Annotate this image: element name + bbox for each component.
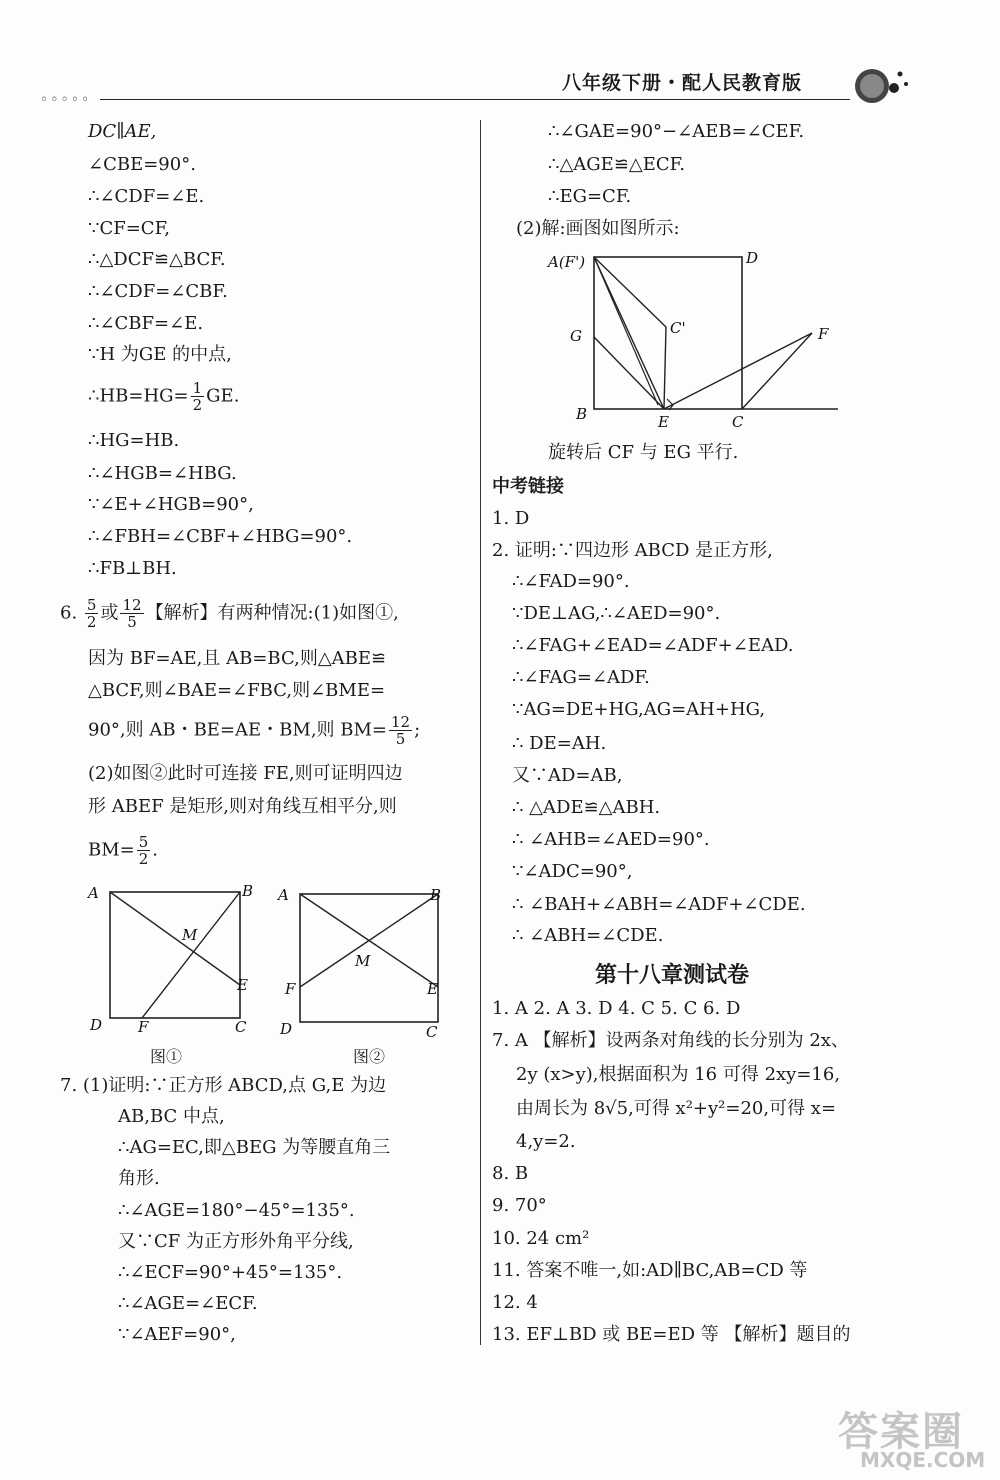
label-b: B xyxy=(242,882,254,900)
text-line: ∴ DE=AH. xyxy=(512,733,607,754)
text-line: ∴ △ADE≌△ABH. xyxy=(512,797,661,818)
text-line: ∵CF=CF, xyxy=(88,218,170,239)
fraction xyxy=(120,597,143,630)
text: 90°,则 AB・BE=AE・BM,则 BM= xyxy=(88,719,388,741)
segment-ae xyxy=(110,892,240,985)
text-line: 又∵AD=AB, xyxy=(512,765,623,786)
label-c-prime: C' xyxy=(670,319,686,337)
text-line: ∴∠AGE=∠ECF. xyxy=(118,1293,258,1314)
text-line: ∴∠HGB=∠HBG. xyxy=(88,463,237,484)
figure-2-caption: 图② xyxy=(353,1047,386,1066)
column-divider xyxy=(480,120,481,1345)
label-m: M xyxy=(355,952,371,970)
text-line: 13. EF⊥BD 或 BE=ED 等 【解析】题目的 xyxy=(492,1324,851,1345)
watermark xyxy=(830,1400,990,1475)
numerator: 12 xyxy=(391,713,411,731)
label-a: A xyxy=(278,886,289,904)
text-line: ∴∠CBF=∠E. xyxy=(88,313,204,334)
text-line: (2)解:画图如图所示: xyxy=(516,218,680,239)
text-line: 4,y=2. xyxy=(516,1131,576,1152)
text-line: ∴∠GAE=90°−∠AEB=∠CEF. xyxy=(548,121,805,142)
text-line: △BCF,则∠BAE=∠FBC,则∠BME= xyxy=(88,680,386,701)
text-line: ∵∠ADC=90°, xyxy=(512,861,633,882)
text-line: ∴ ∠AHB=∠AED=90°. xyxy=(512,829,710,850)
numerator: 12 xyxy=(122,596,142,614)
text-line: ∴∠FAG+∠EAD=∠ADF+∠EAD. xyxy=(512,635,794,656)
figure-1 xyxy=(80,880,270,1040)
text-line: ∴△DCF≌△BCF. xyxy=(88,249,226,270)
denominator: 2 xyxy=(192,396,203,414)
label-e: E xyxy=(427,980,438,998)
segment-ef xyxy=(664,333,812,409)
figure-2 xyxy=(275,882,465,1042)
text-line: ∵∠AEF=90°, xyxy=(118,1324,236,1345)
fraction xyxy=(137,834,151,867)
question-number: 6. xyxy=(60,602,78,624)
text-line: ∴EG=CF. xyxy=(548,186,632,207)
text-line: 9. 70° xyxy=(492,1195,547,1216)
segment-bf xyxy=(142,892,240,1018)
text-line: ∴∠CDF=∠E. xyxy=(88,186,205,207)
segment-af xyxy=(594,257,658,405)
label-d: D xyxy=(280,1020,293,1038)
figure-1-caption: 图① xyxy=(150,1047,183,1066)
text-line: 2. 证明:∵四边形 ABCD 是正方形, xyxy=(492,540,773,561)
text-line: ∴∠FAD=90°. xyxy=(512,571,630,592)
section-heading: 中考链接 xyxy=(492,476,564,497)
text-line: (2)如图②此时可连接 FE,则可证明四边 xyxy=(88,763,403,784)
figure-3 xyxy=(540,245,850,435)
label-d: D xyxy=(90,1016,103,1034)
text-line: 12. 4 xyxy=(492,1292,538,1313)
label-c: C xyxy=(426,1023,438,1041)
text: . xyxy=(152,839,159,861)
text-line-fraction xyxy=(88,714,420,747)
text-line: ∴△AGE≌△ECF. xyxy=(548,154,686,175)
text-line: ∵H 为GE 的中点, xyxy=(88,344,232,365)
text: 或 xyxy=(100,602,119,624)
label-b: B xyxy=(430,886,442,904)
label-a: A xyxy=(88,884,99,902)
label-m: M xyxy=(182,926,198,944)
fraction xyxy=(389,714,412,747)
text-line: ∴∠FBH=∠CBF+∠HBG=90°. xyxy=(88,526,353,547)
label-f: F xyxy=(285,980,296,998)
text-line: AB,BC 中点, xyxy=(118,1106,225,1127)
label-d: D xyxy=(746,249,759,267)
header-title: 八年级下册・配人民教育版 xyxy=(562,72,803,94)
label-af: A(F') xyxy=(548,253,586,271)
text-line: 10. 24 cm² xyxy=(492,1228,590,1249)
text-line: 旋转后 CF 与 EG 平行. xyxy=(548,442,739,463)
denominator: 5 xyxy=(127,613,137,631)
text-line: ∴∠ECF=90°+45°=135°. xyxy=(118,1262,343,1283)
text-line: ∴HG=HB. xyxy=(88,430,180,451)
label-c: C xyxy=(732,413,744,431)
text-line: DC∥AE, xyxy=(88,121,157,142)
text-line: 又∵CF 为正方形外角平分线, xyxy=(118,1231,354,1252)
segment-ge xyxy=(594,337,664,409)
text-line: 7. (1)证明:∵正方形 ABCD,点 G,E 为边 xyxy=(60,1075,387,1096)
segment-cf xyxy=(742,333,812,409)
label-c: C xyxy=(235,1018,247,1036)
fraction xyxy=(85,597,99,630)
text-line: 形 ABEF 是矩形,则对角线互相平分,则 xyxy=(88,796,397,817)
text-line: ∴ ∠ABH=∠CDE. xyxy=(512,925,664,946)
text: 【解析】有两种情况:(1)如图①, xyxy=(145,602,399,624)
text-line: 角形. xyxy=(118,1168,160,1189)
numerator: 5 xyxy=(86,596,97,614)
text-line: ∵AG=DE+HG,AG=AH+HG, xyxy=(512,699,766,720)
header-dots: ◦◦◦◦◦ xyxy=(40,92,92,108)
header-logo-icon xyxy=(850,62,910,110)
text: ; xyxy=(414,719,421,741)
denominator: 2 xyxy=(138,850,149,868)
label-b: B xyxy=(576,405,588,423)
text-line: 11. 答案不唯一,如:AD∥BC,AB=CD 等 xyxy=(492,1260,808,1281)
text-line: 1. D xyxy=(492,508,530,529)
text-line: 7. A 【解析】设两条对角线的长分别为 2x、 xyxy=(492,1030,849,1051)
question-6-line-1 xyxy=(60,597,399,630)
denominator: 5 xyxy=(395,730,406,748)
text-line: 1. A 2. A 3. D 4. C 5. C 6. D xyxy=(492,998,741,1019)
denominator: 2 xyxy=(86,613,97,631)
text-line: ∴AG=EC,即△BEG 为等腰直角三 xyxy=(118,1137,391,1158)
text-line: 2y (x>y),根据面积为 16 可得 2xy=16, xyxy=(516,1064,841,1085)
text-line: ∠CBE=90°. xyxy=(88,154,196,175)
text: ∴HB=HG= xyxy=(88,385,189,407)
fraction xyxy=(191,380,205,413)
text-line: 因为 BF=AE,且 AB=BC,则△ABE≌ xyxy=(88,648,387,669)
label-f: F xyxy=(138,1018,149,1036)
text-line: ∴∠FAG=∠ADF. xyxy=(512,667,650,688)
text-line: ∴FB⊥BH. xyxy=(88,558,177,579)
text-line-fraction xyxy=(88,834,158,867)
square-abcd xyxy=(594,257,742,409)
label-g: G xyxy=(570,327,582,345)
numerator: 5 xyxy=(138,833,149,851)
text: BM= xyxy=(88,839,135,861)
watermark-text: 答案圈 xyxy=(838,1409,964,1455)
text: GE. xyxy=(206,385,240,407)
text-line: 8. B xyxy=(492,1163,529,1184)
text-line: ∴∠CDF=∠CBF. xyxy=(88,281,228,302)
watermark-url: MXQE.COM xyxy=(860,1448,986,1472)
numerator: 1 xyxy=(192,379,203,397)
label-f: F xyxy=(818,325,829,343)
text-line: ∵DE⊥AG,∴∠AED=90°. xyxy=(512,603,721,624)
header-rule xyxy=(100,99,850,100)
label-e: E xyxy=(237,976,248,994)
text-line-fraction xyxy=(88,380,239,413)
label-e: E xyxy=(658,413,669,431)
text-line: 由周长为 8√5,可得 x²+y²=20,可得 x= xyxy=(516,1098,837,1119)
text-line: ∴ ∠BAH+∠ABH=∠ADF+∠CDE. xyxy=(512,894,806,915)
square-abcd xyxy=(110,892,240,1018)
chapter-title: 第十八章测试卷 xyxy=(595,963,750,988)
text-line: ∴∠AGE=180°−45°=135°. xyxy=(118,1200,355,1221)
text-line: ∵∠E+∠HGB=90°, xyxy=(88,494,254,515)
